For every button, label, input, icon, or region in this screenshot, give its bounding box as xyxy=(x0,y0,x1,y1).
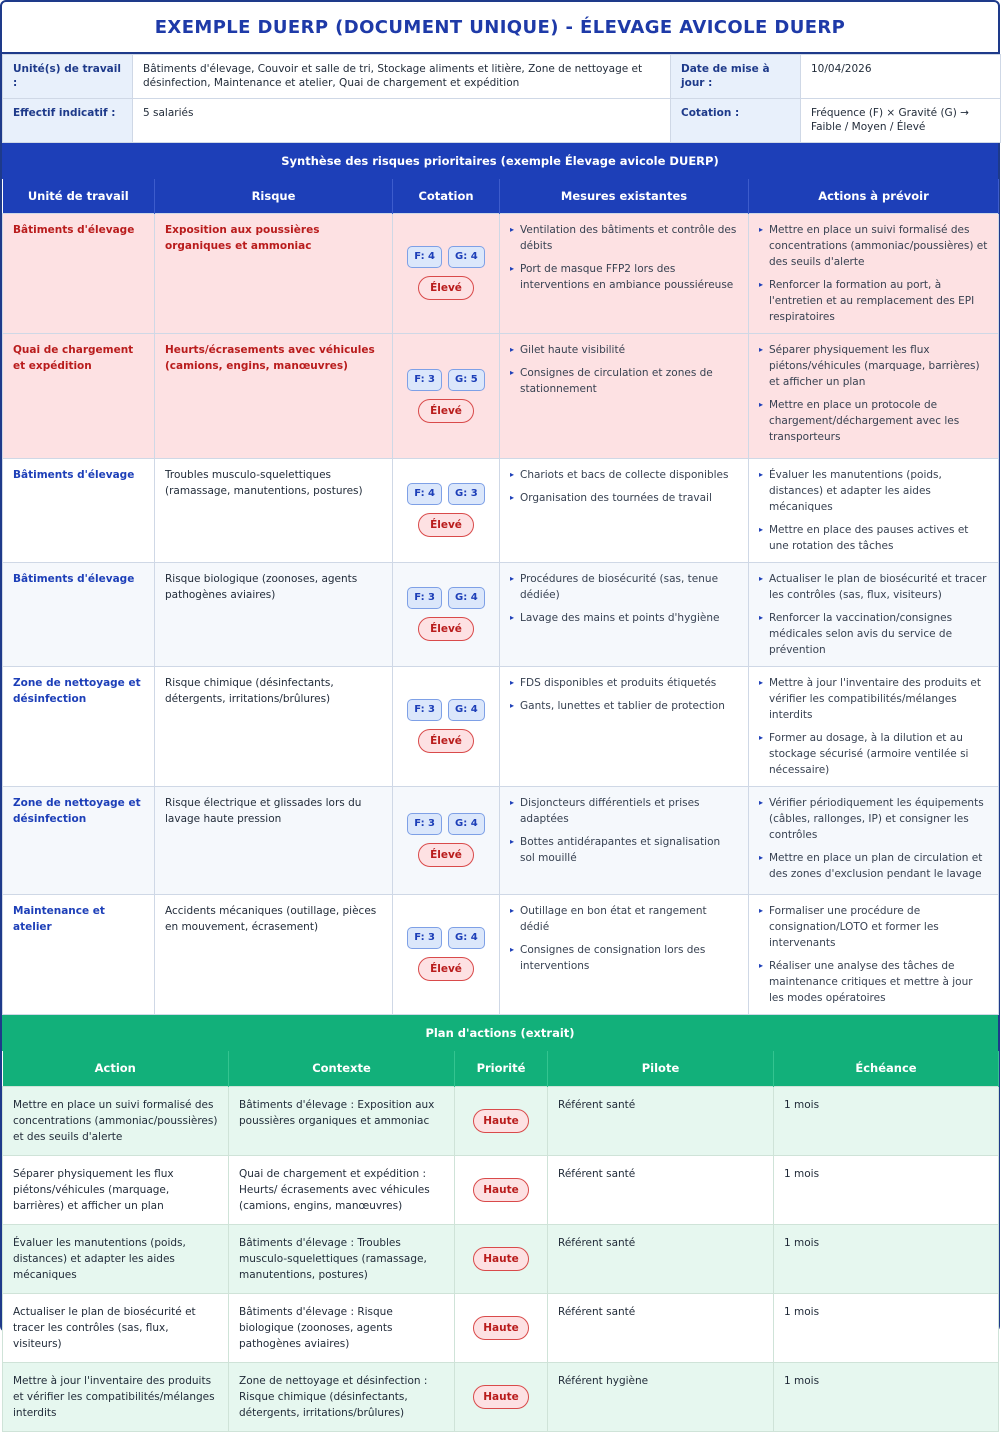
action-item: ▸ Mettre en place un plan de circulation et des zones d'exclusion pendant le lavage xyxy=(759,850,988,882)
plan-priority-cell xyxy=(455,1156,548,1225)
measure-item: ▸ Consignes de consignation lors des interventions xyxy=(510,942,738,974)
rating-cell xyxy=(393,458,500,562)
priority-badge: Haute xyxy=(473,1109,529,1133)
risk-level-badge: Élevé xyxy=(418,843,474,867)
units-label: Unité(s) de travail : xyxy=(3,55,133,99)
plan-action: Mettre en place un suivi formalisé des concentrations (ammoniac/poussières) et des seuils d'alerte xyxy=(3,1087,229,1156)
col-rating-header: Cotation xyxy=(393,179,500,213)
existing-measures xyxy=(500,213,749,333)
existing-measures xyxy=(500,458,749,562)
priority-badge: Haute xyxy=(473,1385,529,1409)
plan-due: 1 mois xyxy=(774,1087,999,1156)
planned-actions xyxy=(749,666,999,786)
severity-chip: G: 4 xyxy=(448,813,485,835)
planned-actions xyxy=(749,894,999,1014)
plan-row xyxy=(3,1087,999,1156)
risk-description: Heurts/écrasements avec véhicules (camions, engins, manœuvres) xyxy=(155,333,393,458)
risk-header-row xyxy=(3,179,999,213)
plan-row xyxy=(3,1363,999,1432)
plan-row xyxy=(3,1225,999,1294)
measure-item: ▸ Procédures de biosécurité (sas, tenue dédiée) xyxy=(510,571,738,603)
plan-pilot: Référent hygiène xyxy=(548,1363,774,1432)
severity-chip: G: 4 xyxy=(448,587,485,609)
plan-priority-cell xyxy=(455,1225,548,1294)
actions-list xyxy=(759,342,988,445)
plan-priority-cell xyxy=(455,1294,548,1363)
risk-description: Risque chimique (désinfectants, détergents, irritations/brûlures) xyxy=(155,666,393,786)
severity-chip: G: 4 xyxy=(448,927,485,949)
col-priority-header: Priorité xyxy=(455,1051,548,1087)
plan-pilot: Référent santé xyxy=(548,1087,774,1156)
risk-row xyxy=(3,562,999,666)
plan-heading: Plan d'actions (extrait) xyxy=(2,1015,998,1051)
col-actions-header: Actions à prévoir xyxy=(749,179,999,213)
frequency-chip: F: 3 xyxy=(407,587,442,609)
work-unit: Zone de nettoyage et désinfection xyxy=(3,666,155,786)
actions-list xyxy=(759,675,988,778)
risk-level-badge: Élevé xyxy=(418,399,474,423)
frequency-chip: F: 4 xyxy=(407,483,442,505)
work-unit: Bâtiments d'élevage xyxy=(3,562,155,666)
measures-list xyxy=(510,795,738,866)
plan-action: Évaluer les manutentions (poids, distances) et adapter les aides mécaniques xyxy=(3,1225,229,1294)
rating-cell xyxy=(393,786,500,894)
work-unit: Quai de chargement et expédition xyxy=(3,333,155,458)
plan-due: 1 mois xyxy=(774,1294,999,1363)
measures-list xyxy=(510,675,738,714)
action-item: ▸ Actualiser le plan de biosécurité et tracer les contrôles (sas, flux, visiteurs) xyxy=(759,571,988,603)
measures-list xyxy=(510,467,738,506)
measure-item: ▸ Port de masque FFP2 lors des interventions en ambiance poussiéreuse xyxy=(510,261,738,293)
measure-item: ▸ Gants, lunettes et tablier de protection xyxy=(510,698,738,714)
severity-chip: G: 4 xyxy=(448,699,485,721)
measure-item: ▸ Consignes de circulation et zones de stationnement xyxy=(510,365,738,397)
rating-chips xyxy=(397,927,495,949)
plan-context: Bâtiments d'élevage : Risque biologique (zoonoses, agents pathogènes aviaires) xyxy=(229,1294,455,1363)
risk-level-badge: Élevé xyxy=(418,957,474,981)
frequency-chip: F: 3 xyxy=(407,699,442,721)
frequency-chip: F: 4 xyxy=(407,246,442,268)
rating-cell xyxy=(393,666,500,786)
col-action-header: Action xyxy=(3,1051,229,1087)
priority-badge: Haute xyxy=(473,1316,529,1340)
plan-priority-cell xyxy=(455,1087,548,1156)
measures-list xyxy=(510,342,738,397)
rating-chips xyxy=(397,587,495,609)
plan-action: Actualiser le plan de biosécurité et tracer les contrôles (sas, flux, visiteurs) xyxy=(3,1294,229,1363)
col-pilot-header: Pilote xyxy=(548,1051,774,1087)
action-item: ▸ Formaliser une procédure de consignation/LOTO et former les intervenants xyxy=(759,903,988,951)
measure-item: ▸ Bottes antidérapantes et signalisation sol mouillé xyxy=(510,834,738,866)
rating-chips xyxy=(397,813,495,835)
planned-actions xyxy=(749,213,999,333)
measure-item: ▸ Disjoncteurs différentiels et prises adaptées xyxy=(510,795,738,827)
risk-description: Exposition aux poussières organiques et ammoniac xyxy=(155,213,393,333)
plan-row xyxy=(3,1156,999,1225)
actions-list xyxy=(759,222,988,325)
frequency-chip: F: 3 xyxy=(407,927,442,949)
plan-context: Bâtiments d'élevage : Exposition aux poussières organiques et ammoniac xyxy=(229,1087,455,1156)
existing-measures xyxy=(500,666,749,786)
plan-context: Zone de nettoyage et désinfection : Risque chimique (désinfectants, détergents, irritations/brûlures) xyxy=(229,1363,455,1432)
actions-list xyxy=(759,571,988,658)
plan-context: Quai de chargement et expédition : Heurts/ écrasements avec véhicules (camions, engins, manœuvres) xyxy=(229,1156,455,1225)
actions-list xyxy=(759,795,988,882)
info-row xyxy=(3,55,1001,99)
measure-item: ▸ Chariots et bacs de collecte disponibles xyxy=(510,467,738,483)
rating-cell xyxy=(393,213,500,333)
action-item: ▸ Évaluer les manutentions (poids, distances) et adapter les aides mécaniques xyxy=(759,467,988,515)
plan-row xyxy=(3,1294,999,1363)
action-item: ▸ Mettre à jour l'inventaire des produits et vérifier les compatibilités/mélanges interdits xyxy=(759,675,988,723)
measure-item: ▸ Outillage en bon état et rangement dédié xyxy=(510,903,738,935)
plan-priority-cell xyxy=(455,1363,548,1432)
rating-chips xyxy=(397,369,495,391)
risk-row xyxy=(3,458,999,562)
col-due-header: Échéance xyxy=(774,1051,999,1087)
actions-list xyxy=(759,903,988,1006)
date-value: 10/04/2026 xyxy=(801,55,1001,99)
document-title: EXEMPLE DUERP (DOCUMENT UNIQUE) - ÉLEVAGE AVICOLE DUERP xyxy=(2,2,998,54)
action-item: ▸ Réaliser une analyse des tâches de maintenance critiques et mettre à jour les modes opératoires xyxy=(759,958,988,1006)
existing-measures xyxy=(500,894,749,1014)
plan-header-row xyxy=(3,1051,999,1087)
plan-context: Bâtiments d'élevage : Troubles musculo-squelettiques (ramassage, manutentions, postures) xyxy=(229,1225,455,1294)
info-row xyxy=(3,99,1001,143)
plan-action: Mettre à jour l'inventaire des produits et vérifier les compatibilités/mélanges interdits xyxy=(3,1363,229,1432)
frequency-chip: F: 3 xyxy=(407,813,442,835)
plan-pilot: Référent santé xyxy=(548,1225,774,1294)
plan-pilot: Référent santé xyxy=(548,1294,774,1363)
plan-due: 1 mois xyxy=(774,1225,999,1294)
work-unit: Zone de nettoyage et désinfection xyxy=(3,786,155,894)
risk-row xyxy=(3,666,999,786)
plan-due: 1 mois xyxy=(774,1363,999,1432)
planned-actions xyxy=(749,786,999,894)
measures-list xyxy=(510,222,738,293)
risk-level-badge: Élevé xyxy=(418,276,474,300)
action-item: ▸ Mettre en place des pauses actives et une rotation des tâches xyxy=(759,522,988,554)
risk-level-badge: Élevé xyxy=(418,513,474,537)
col-context-header: Contexte xyxy=(229,1051,455,1087)
col-unit-header: Unité de travail xyxy=(3,179,155,213)
existing-measures xyxy=(500,333,749,458)
risk-row xyxy=(3,333,999,458)
planned-actions xyxy=(749,562,999,666)
risk-level-badge: Élevé xyxy=(418,729,474,753)
col-risk-header: Risque xyxy=(155,179,393,213)
plan-pilot: Référent santé xyxy=(548,1156,774,1225)
actions-list xyxy=(759,467,988,554)
action-item: ▸ Former au dosage, à la dilution et au stockage sécurisé (armoire ventilée si nécessaire) xyxy=(759,730,988,778)
staff-label: Effectif indicatif : xyxy=(3,99,133,143)
risk-description: Accidents mécaniques (outillage, pièces en mouvement, écrasement) xyxy=(155,894,393,1014)
measure-item: ▸ Ventilation des bâtiments et contrôle des débits xyxy=(510,222,738,254)
col-measures-header: Mesures existantes xyxy=(500,179,749,213)
risk-table xyxy=(2,179,999,1015)
work-unit: Bâtiments d'élevage xyxy=(3,213,155,333)
measures-list xyxy=(510,903,738,974)
existing-measures xyxy=(500,786,749,894)
staff-value: 5 salariés xyxy=(133,99,671,143)
rating-cell xyxy=(393,894,500,1014)
existing-measures xyxy=(500,562,749,666)
risk-row xyxy=(3,786,999,894)
risk-description: Troubles musculo-squelettiques (ramassage, manutentions, postures) xyxy=(155,458,393,562)
risk-description: Risque biologique (zoonoses, agents pathogènes aviaires) xyxy=(155,562,393,666)
rating-chips xyxy=(397,246,495,268)
measures-list xyxy=(510,571,738,626)
action-item: ▸ Vérifier périodiquement les équipements (câbles, rallonges, IP) et consigner les contrôles xyxy=(759,795,988,843)
work-unit: Maintenance et atelier xyxy=(3,894,155,1014)
planned-actions xyxy=(749,458,999,562)
risk-row xyxy=(3,213,999,333)
plan-action: Séparer physiquement les flux piétons/véhicules (marquage, barrières) et afficher un plan xyxy=(3,1156,229,1225)
info-table xyxy=(2,54,1001,143)
synthesis-heading: Synthèse des risques prioritaires (exemple Élevage avicole DUERP) xyxy=(2,143,998,179)
measure-item: ▸ Gilet haute visibilité xyxy=(510,342,738,358)
measure-item: ▸ Lavage des mains et points d'hygiène xyxy=(510,610,738,626)
action-item: ▸ Mettre en place un protocole de chargement/déchargement avec les transporteurs xyxy=(759,397,988,445)
rating-chips xyxy=(397,699,495,721)
priority-badge: Haute xyxy=(473,1247,529,1271)
action-item: ▸ Renforcer la formation au port, à l'entretien et au remplacement des EPI respiratoires xyxy=(759,277,988,325)
rating-chips xyxy=(397,483,495,505)
action-item: ▸ Séparer physiquement les flux piétons/véhicules (marquage, barrières) et afficher un plan xyxy=(759,342,988,390)
action-plan-table xyxy=(2,1051,999,1432)
action-item: ▸ Renforcer la vaccination/consignes médicales selon avis du service de prévention xyxy=(759,610,988,658)
risk-level-badge: Élevé xyxy=(418,617,474,641)
planned-actions xyxy=(749,333,999,458)
work-unit: Bâtiments d'élevage xyxy=(3,458,155,562)
severity-chip: G: 4 xyxy=(448,246,485,268)
date-label: Date de mise à jour : xyxy=(671,55,801,99)
rating-value: Fréquence (F) × Gravité (G) → Faible / Moyen / Élevé xyxy=(801,99,1001,143)
risk-row xyxy=(3,894,999,1014)
units-value: Bâtiments d'élevage, Couvoir et salle de tri, Stockage aliments et litière, Zone de nettoyage et désinfection, Maintenance et atelier, Quai de chargement et expédition xyxy=(133,55,671,99)
severity-chip: G: 3 xyxy=(448,483,485,505)
rating-cell xyxy=(393,333,500,458)
risk-description: Risque électrique et glissades lors du lavage haute pression xyxy=(155,786,393,894)
plan-due: 1 mois xyxy=(774,1156,999,1225)
severity-chip: G: 5 xyxy=(448,369,485,391)
action-item: ▸ Mettre en place un suivi formalisé des concentrations (ammoniac/poussières) et des seuils d'alerte xyxy=(759,222,988,270)
rating-cell xyxy=(393,562,500,666)
measure-item: ▸ FDS disponibles et produits étiquetés xyxy=(510,675,738,691)
priority-badge: Haute xyxy=(473,1178,529,1202)
rating-label: Cotation : xyxy=(671,99,801,143)
frequency-chip: F: 3 xyxy=(407,369,442,391)
measure-item: ▸ Organisation des tournées de travail xyxy=(510,490,738,506)
